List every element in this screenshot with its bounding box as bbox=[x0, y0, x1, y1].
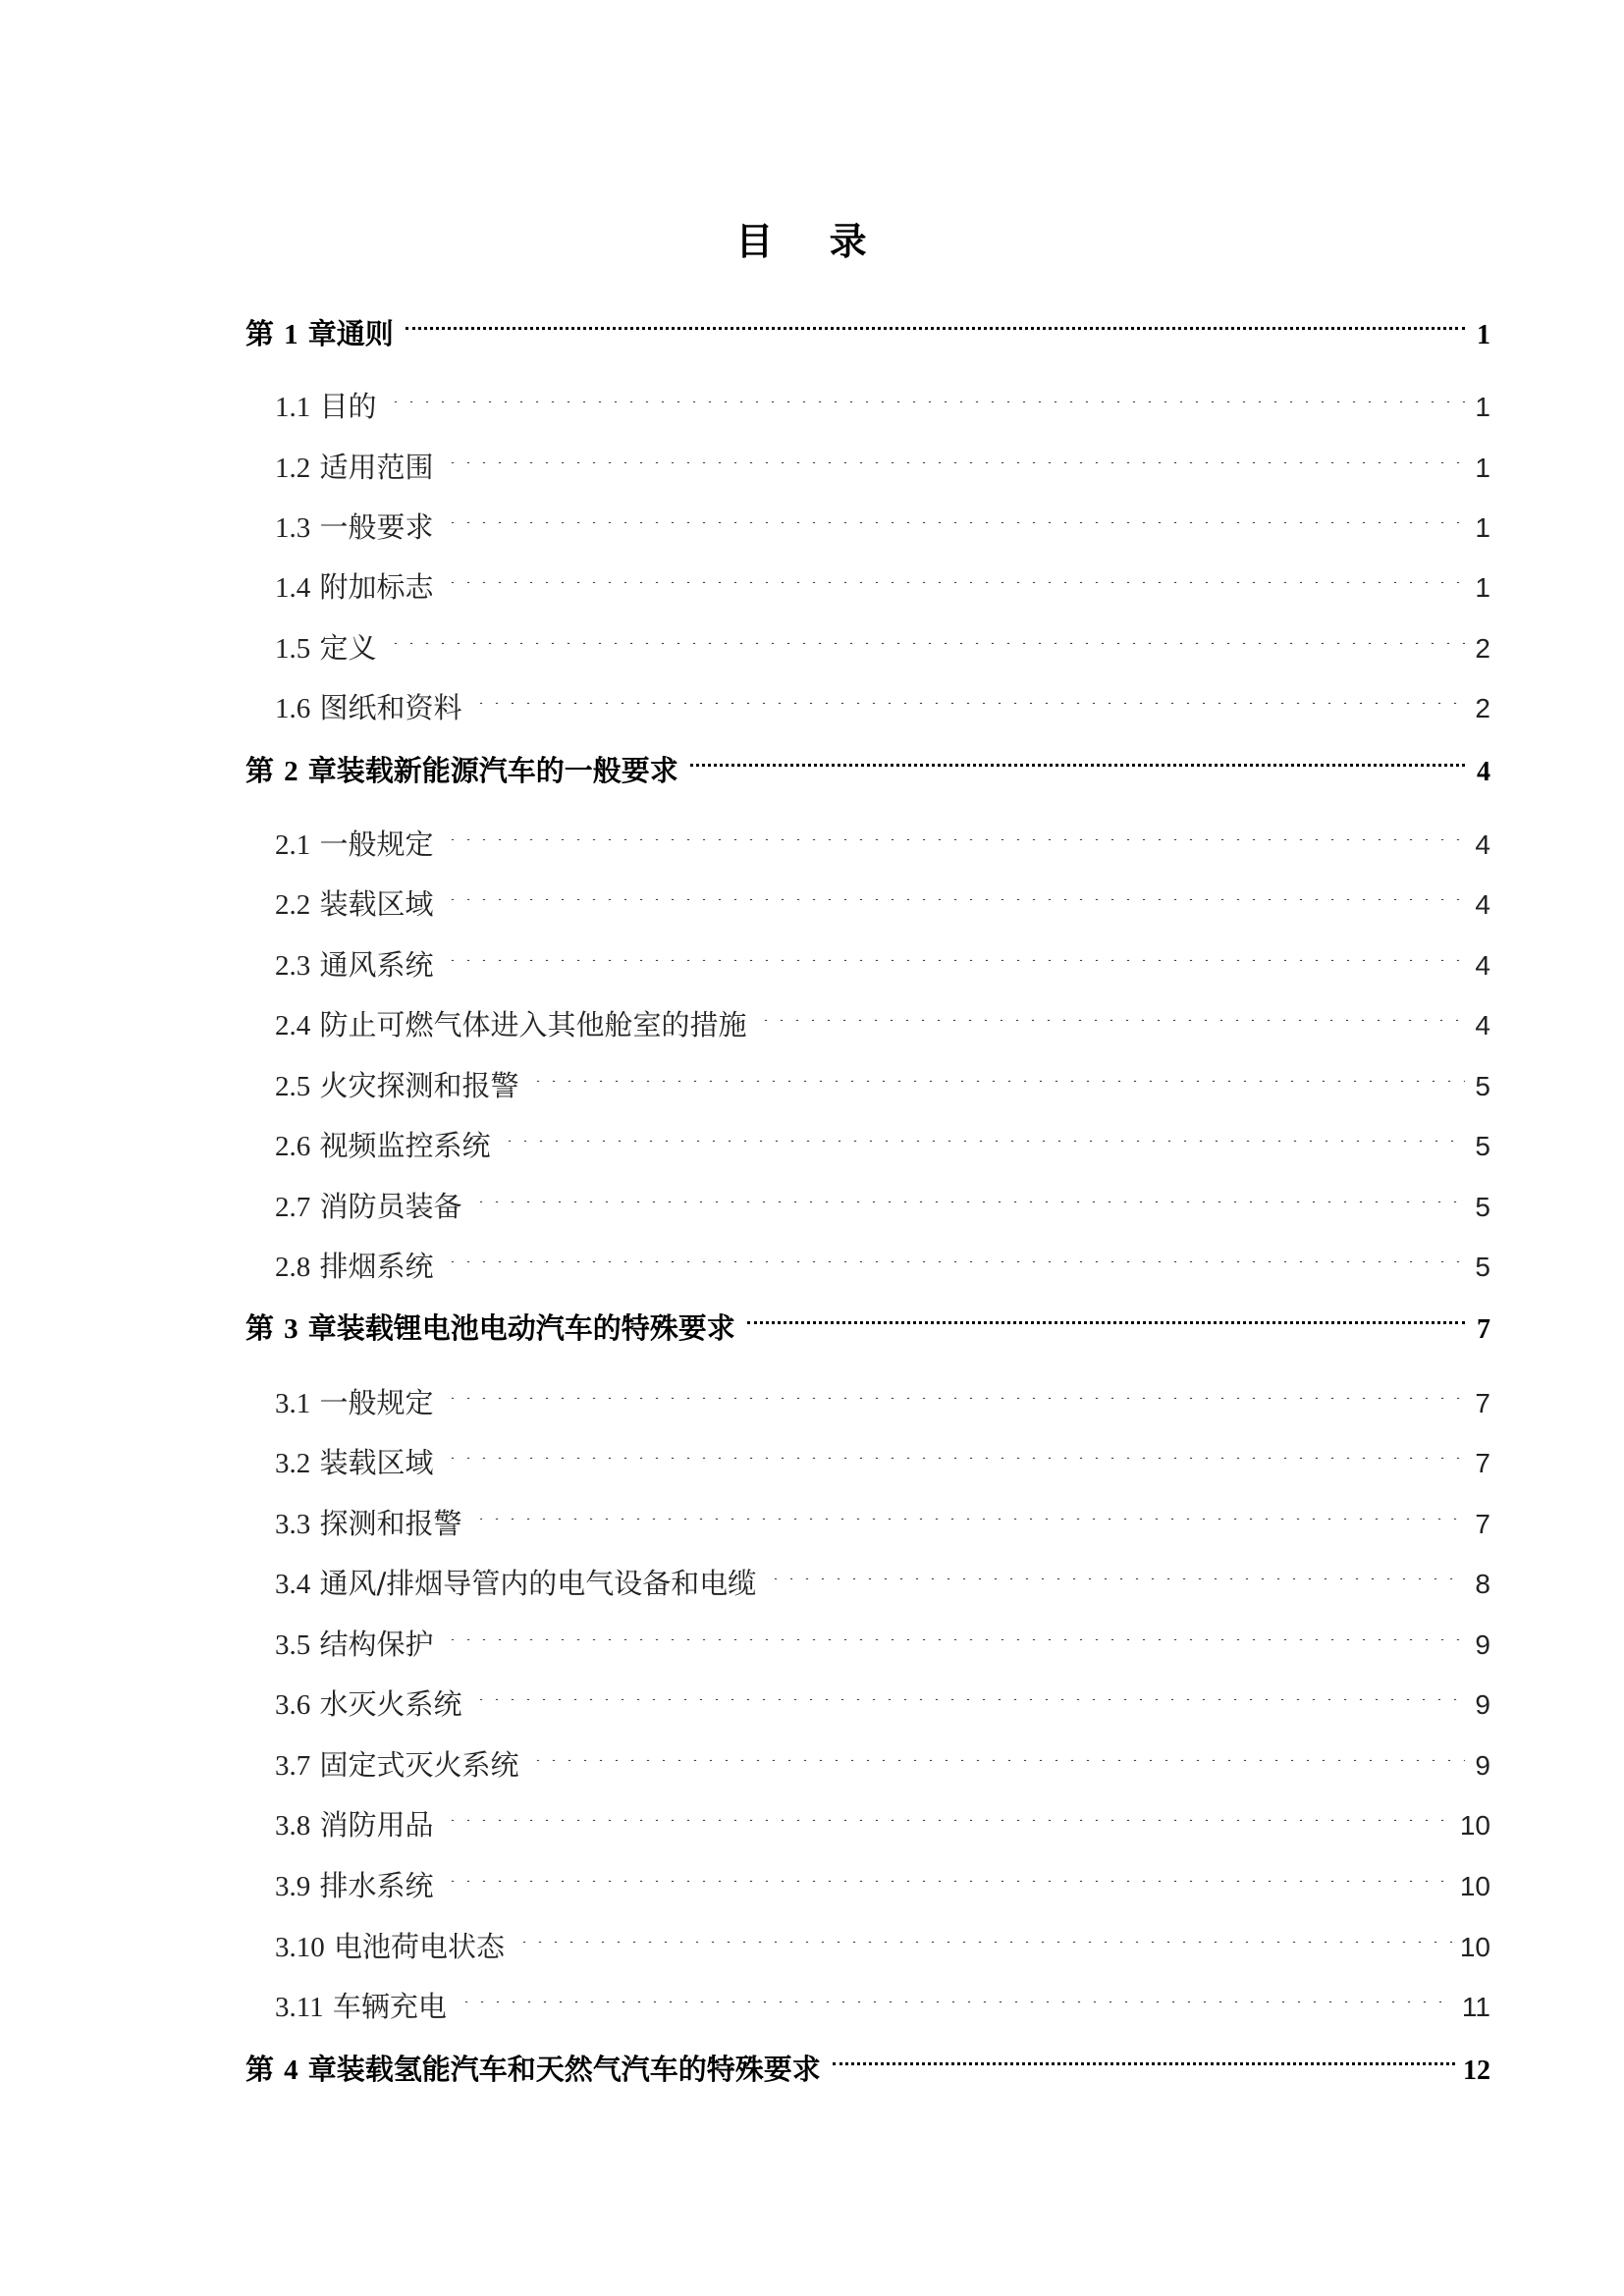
toc-entry-number: 3.1 bbox=[275, 1388, 311, 1419]
toc-entry-number: 2.5 bbox=[275, 1071, 311, 1102]
dot-leader bbox=[445, 1786, 1451, 1835]
toc-section-entry[interactable] bbox=[275, 1484, 1490, 1540]
toc-page-number: 4 bbox=[1475, 829, 1490, 860]
toc-section-entry[interactable] bbox=[275, 926, 1490, 982]
toc-entry-number: 3.9 bbox=[275, 1871, 311, 1902]
toc-entry-number: 3.6 bbox=[275, 1689, 311, 1721]
toc-entry-number: 3 bbox=[284, 1313, 298, 1345]
toc-entry-text: 消防员装备 bbox=[319, 1190, 462, 1223]
toc-entry-number: 3.10 bbox=[275, 1932, 325, 1963]
toc-page-number: 1 bbox=[1475, 512, 1490, 543]
dot-leader bbox=[388, 367, 1465, 416]
toc-entry-label bbox=[275, 1061, 524, 1111]
toc-entry-label bbox=[275, 820, 439, 870]
toc-entry-label bbox=[245, 2045, 827, 2095]
toc-section-entry[interactable] bbox=[275, 1544, 1490, 1600]
dot-leader bbox=[459, 1967, 1454, 2016]
dot-leader bbox=[445, 488, 1465, 537]
toc-entry-text: 水灭火系统 bbox=[319, 1687, 462, 1721]
dot-leader bbox=[833, 2030, 1455, 2079]
toc-chapter-entry[interactable] bbox=[245, 294, 1490, 350]
dot-leader bbox=[445, 805, 1465, 854]
toc-page-number: 7 bbox=[1477, 1314, 1490, 1345]
toc-entry-number: 3.2 bbox=[275, 1448, 311, 1479]
toc-entry-label bbox=[275, 382, 382, 432]
dot-leader bbox=[473, 1484, 1465, 1533]
toc-entry-label bbox=[275, 1182, 467, 1232]
dot-leader bbox=[445, 428, 1465, 477]
dot-leader bbox=[758, 986, 1465, 1035]
toc-entry-label bbox=[275, 1121, 496, 1171]
toc-entry-number: 2.6 bbox=[275, 1131, 311, 1162]
toc-entry-number: 1.5 bbox=[275, 633, 311, 665]
toc-entry-text: 车辆充电 bbox=[332, 1990, 447, 2023]
toc-entry-text: 消防用品 bbox=[319, 1808, 434, 1842]
dot-leader bbox=[445, 1227, 1465, 1276]
toc-entry-text: 火灾探测和报警 bbox=[319, 1069, 519, 1102]
toc-entry-number: 1.3 bbox=[275, 512, 311, 544]
toc-page-number: 5 bbox=[1475, 1071, 1490, 1101]
toc-page-number: 4 bbox=[1475, 1010, 1490, 1041]
toc-section-entry[interactable] bbox=[275, 1786, 1490, 1842]
dot-leader bbox=[516, 1907, 1452, 1956]
toc-entry-label bbox=[275, 880, 439, 930]
toc-entry-text: 一般规定 bbox=[319, 1386, 434, 1419]
toc-page-number: 4 bbox=[1477, 757, 1490, 787]
toc-entry-number: 3.8 bbox=[275, 1810, 311, 1842]
toc-entry-label bbox=[275, 1982, 453, 2032]
toc-entry-number: 3.3 bbox=[275, 1509, 311, 1540]
toc-entry-label bbox=[275, 1861, 439, 1911]
toc-entry-number: 3.4 bbox=[275, 1569, 311, 1600]
toc-entry-number: 1.1 bbox=[275, 392, 311, 423]
dot-leader bbox=[473, 668, 1465, 718]
toc-entry-text: 电池荷电状态 bbox=[333, 1930, 505, 1963]
toc-section-entry[interactable] bbox=[275, 1846, 1490, 1902]
toc-entry-label bbox=[275, 503, 439, 553]
toc-chapter-entry[interactable] bbox=[245, 731, 1490, 787]
toc-entry-text: 通风/排烟导管内的电气设备和电缆 bbox=[319, 1567, 757, 1600]
toc-page-number: 5 bbox=[1475, 1252, 1490, 1282]
toc-section-entry[interactable] bbox=[275, 1363, 1490, 1419]
toc-section-entry[interactable] bbox=[275, 805, 1490, 861]
toc-entry-text: 排烟系统 bbox=[319, 1250, 434, 1283]
toc-page-number: 5 bbox=[1475, 1131, 1490, 1161]
toc-entry-label bbox=[275, 1800, 439, 1850]
chapter-prefix: 第 bbox=[245, 2053, 275, 2086]
toc-page-number: 1 bbox=[1475, 572, 1490, 603]
toc-entry-label bbox=[275, 1680, 467, 1730]
toc-page-number: 12 bbox=[1463, 2056, 1490, 2086]
toc-entry-label bbox=[275, 1922, 511, 1972]
toc-section-entry[interactable] bbox=[275, 488, 1490, 544]
toc-chapter-entry[interactable] bbox=[245, 1289, 1490, 1345]
toc-entry-text: 定义 bbox=[319, 631, 377, 665]
dot-leader bbox=[473, 1665, 1465, 1714]
dot-leader bbox=[445, 548, 1465, 597]
toc-section-entry[interactable] bbox=[275, 668, 1490, 724]
toc-entry-text: 固定式灭火系统 bbox=[319, 1748, 519, 1782]
dot-leader bbox=[502, 1106, 1465, 1155]
toc-entry-number: 1 bbox=[284, 319, 298, 350]
toc-entry-number: 4 bbox=[284, 2055, 298, 2086]
toc-page-number: 9 bbox=[1475, 1750, 1490, 1781]
toc-section-entry[interactable] bbox=[275, 865, 1490, 921]
toc-entry-text: 目的 bbox=[319, 390, 377, 423]
toc-entry-number: 2.7 bbox=[275, 1192, 311, 1223]
toc-entry-number: 1.4 bbox=[275, 572, 311, 604]
toc-page-number: 11 bbox=[1461, 1992, 1490, 2022]
dot-leader bbox=[768, 1544, 1465, 1593]
dot-leader bbox=[530, 1046, 1465, 1095]
toc-entry-text: 视频监控系统 bbox=[319, 1129, 491, 1162]
toc-section-entry[interactable] bbox=[275, 1106, 1490, 1162]
toc-section-entry[interactable] bbox=[275, 609, 1490, 665]
toc-section-entry[interactable] bbox=[275, 1167, 1490, 1223]
toc-entry-text: 章装载氢能汽车和天然气汽车的特殊要求 bbox=[307, 2053, 821, 2086]
dot-leader bbox=[473, 1167, 1465, 1216]
toc-page-number: 7 bbox=[1475, 1388, 1490, 1418]
toc-entry-number: 2.2 bbox=[275, 889, 311, 921]
toc-entry-label bbox=[245, 1304, 741, 1354]
dot-leader bbox=[388, 609, 1465, 658]
toc-entry-number: 3.11 bbox=[275, 1992, 324, 2023]
toc-entry-text: 一般规定 bbox=[319, 828, 434, 861]
toc-page-number: 9 bbox=[1475, 1689, 1490, 1720]
toc-entry-number: 2.4 bbox=[275, 1010, 311, 1041]
toc-section-entry[interactable] bbox=[275, 1046, 1490, 1102]
dot-leader bbox=[445, 926, 1465, 975]
toc-entry-text: 通风系统 bbox=[319, 948, 434, 982]
toc-page-number: 7 bbox=[1475, 1448, 1490, 1478]
toc-entry-label bbox=[275, 1438, 439, 1488]
toc-entry-number: 2.1 bbox=[275, 829, 311, 861]
toc-chapter-entry[interactable] bbox=[245, 2030, 1490, 2086]
toc-section-entry[interactable] bbox=[275, 1423, 1490, 1479]
toc-entry-text: 章装载新能源汽车的一般要求 bbox=[307, 754, 678, 787]
toc-entry-text: 排水系统 bbox=[319, 1869, 434, 1902]
dot-leader bbox=[747, 1289, 1465, 1338]
toc-section-entry[interactable] bbox=[275, 1907, 1490, 1963]
toc-title: 目 录 bbox=[735, 220, 889, 263]
chapter-prefix: 第 bbox=[245, 754, 275, 787]
toc-entry-label bbox=[275, 443, 439, 493]
toc-section-entry[interactable] bbox=[275, 367, 1490, 423]
toc-page-number: 1 bbox=[1475, 392, 1490, 422]
dot-leader bbox=[445, 1363, 1465, 1413]
toc-entry-text: 一般要求 bbox=[319, 510, 434, 544]
toc-entry-number: 2.8 bbox=[275, 1252, 311, 1283]
toc-section-entry[interactable] bbox=[275, 986, 1490, 1041]
toc-page-number: 7 bbox=[1475, 1509, 1490, 1539]
toc-entry-label bbox=[275, 683, 467, 733]
toc-entry-number: 1.2 bbox=[275, 453, 311, 484]
toc-entry-text: 装载区域 bbox=[319, 1446, 434, 1479]
toc-entry-label bbox=[275, 1378, 439, 1428]
toc-entry-label bbox=[275, 1620, 439, 1670]
toc-page-number: 10 bbox=[1459, 1810, 1490, 1841]
toc-entry-number: 1.6 bbox=[275, 693, 311, 724]
dot-leader bbox=[406, 294, 1465, 344]
toc-entry-text: 探测和报警 bbox=[319, 1507, 462, 1540]
toc-entry-label bbox=[245, 746, 684, 796]
toc-section-entry[interactable] bbox=[275, 1726, 1490, 1782]
toc-section-entry[interactable] bbox=[275, 1967, 1490, 2023]
toc-section-entry[interactable] bbox=[275, 1605, 1490, 1661]
toc-section-entry[interactable] bbox=[275, 1665, 1490, 1721]
toc-page-number: 9 bbox=[1475, 1629, 1490, 1660]
toc-page-number: 4 bbox=[1475, 889, 1490, 920]
toc-section-entry[interactable] bbox=[275, 548, 1490, 604]
toc-page-number: 1 bbox=[1477, 320, 1490, 350]
toc-entry-number: 3.5 bbox=[275, 1629, 311, 1661]
toc-page-number: 10 bbox=[1459, 1871, 1490, 1901]
dot-leader bbox=[445, 1605, 1465, 1654]
toc-entry-text: 防止可燃气体进入其他舱室的措施 bbox=[319, 1008, 747, 1041]
toc-page-number: 8 bbox=[1475, 1569, 1490, 1599]
chapter-prefix: 第 bbox=[245, 317, 275, 350]
toc-entry-label bbox=[275, 623, 382, 673]
toc-entry-number: 3.7 bbox=[275, 1750, 311, 1782]
toc-entry-text: 章通则 bbox=[307, 317, 394, 350]
toc-entry-label bbox=[275, 940, 439, 990]
dot-leader bbox=[530, 1726, 1465, 1775]
toc-entry-number: 2.3 bbox=[275, 950, 311, 982]
dot-leader bbox=[445, 1846, 1451, 1896]
toc-section-entry[interactable] bbox=[275, 428, 1490, 484]
chapter-prefix: 第 bbox=[245, 1311, 275, 1345]
dot-leader bbox=[445, 1423, 1465, 1472]
toc-entry-label bbox=[275, 562, 439, 613]
toc-entry-text: 结构保护 bbox=[319, 1628, 434, 1661]
toc-entry-text: 图纸和资料 bbox=[319, 691, 462, 724]
toc-entry-label bbox=[275, 1559, 762, 1609]
toc-page-number: 2 bbox=[1475, 693, 1490, 723]
toc-entry-label bbox=[245, 309, 400, 359]
toc-entry-text: 章装载锂电池电动汽车的特殊要求 bbox=[307, 1311, 735, 1345]
toc-page-number: 4 bbox=[1475, 950, 1490, 981]
toc-entry-text: 装载区域 bbox=[319, 887, 434, 921]
dot-leader bbox=[690, 731, 1465, 780]
toc-entry-label bbox=[275, 1499, 467, 1549]
toc-page-number: 10 bbox=[1459, 1932, 1490, 1962]
toc-page-number: 1 bbox=[1475, 453, 1490, 483]
dot-leader bbox=[445, 865, 1465, 914]
toc-entry-label bbox=[275, 1242, 439, 1292]
toc-page-number: 5 bbox=[1475, 1192, 1490, 1222]
toc-page-number: 2 bbox=[1475, 633, 1490, 664]
toc-entry-text: 附加标志 bbox=[319, 570, 434, 604]
toc-entry-label bbox=[275, 1000, 752, 1050]
toc-entry-text: 适用范围 bbox=[319, 451, 434, 484]
toc-entry-number: 2 bbox=[284, 756, 298, 787]
toc-entry-label bbox=[275, 1740, 524, 1790]
toc-section-entry[interactable] bbox=[275, 1227, 1490, 1283]
